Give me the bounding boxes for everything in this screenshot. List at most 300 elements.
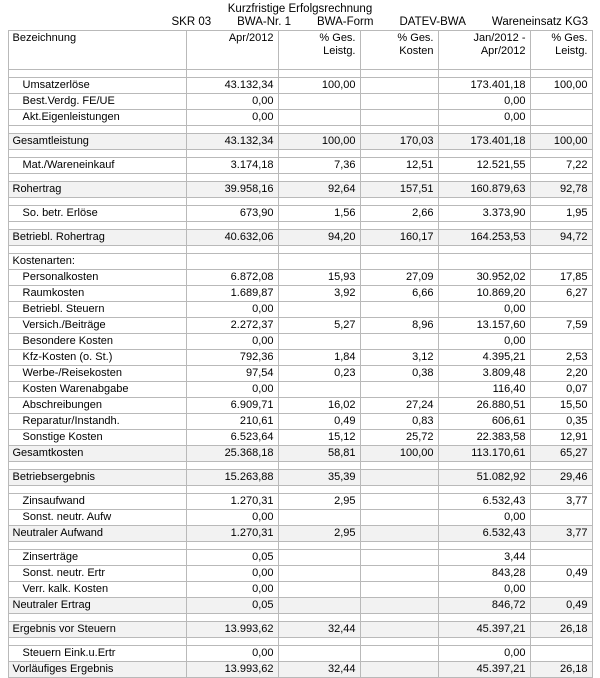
row-label: Besondere Kosten	[8, 334, 186, 350]
table-row[interactable]	[8, 334, 592, 350]
value-pct-leistg-cumulative: 26,18	[530, 622, 592, 638]
value-pct-kosten	[360, 470, 438, 486]
nav-item-bwa-nr[interactable]: BWA-Nr. 1	[237, 16, 292, 28]
column-header-cumulative: Jan/2012 - Apr/2012	[438, 31, 530, 70]
spacer-cell	[278, 614, 360, 622]
table-spacer-row	[8, 462, 592, 470]
value-pct-kosten: 12,51	[360, 158, 438, 174]
spacer-cell	[8, 486, 186, 494]
value-month: 0,05	[186, 550, 278, 566]
spacer-cell	[530, 174, 592, 182]
value-cumulative: 22.383,58	[438, 430, 530, 446]
value-pct-leistg-month: 5,27	[278, 318, 360, 334]
value-cumulative: 6.532,43	[438, 494, 530, 510]
row-label: Rohertrag	[8, 182, 186, 198]
table-row[interactable]	[8, 110, 592, 126]
page-title: Kurzfristige Erfolgsrechnung	[227, 3, 373, 15]
value-pct-leistg-cumulative: 7,22	[530, 158, 592, 174]
value-month: 43.132,34	[186, 134, 278, 150]
value-pct-leistg-cumulative: 12,91	[530, 430, 592, 446]
value-pct-kosten	[360, 78, 438, 94]
spacer-cell	[278, 126, 360, 134]
table-row[interactable]	[8, 510, 592, 526]
table-spacer-row	[8, 246, 592, 254]
table-row[interactable]	[8, 470, 592, 486]
value-cumulative: 116,40	[438, 382, 530, 398]
row-label: Neutraler Aufwand	[8, 526, 186, 542]
table-spacer-row	[8, 174, 592, 182]
value-pct-leistg-cumulative	[530, 334, 592, 350]
value-pct-leistg-month: 100,00	[278, 78, 360, 94]
value-pct-leistg-month: 3,92	[278, 286, 360, 302]
spacer-cell	[360, 614, 438, 622]
value-cumulative: 0,00	[438, 302, 530, 318]
value-pct-kosten: 157,51	[360, 182, 438, 198]
spacer-cell	[8, 150, 186, 158]
spacer-cell	[360, 486, 438, 494]
row-label: Zinserträge	[8, 550, 186, 566]
value-pct-leistg-month	[278, 550, 360, 566]
row-label: Vorläufiges Ergebnis	[8, 662, 186, 678]
value-pct-leistg-month: 2,95	[278, 526, 360, 542]
column-header-pct-gesleistg-cumulative: % Ges. Leistg.	[530, 31, 592, 70]
row-label: Zinsaufwand	[8, 494, 186, 510]
value-pct-kosten: 27,09	[360, 270, 438, 286]
table-row[interactable]	[8, 254, 592, 270]
value-pct-leistg-month: 1,84	[278, 350, 360, 366]
value-cumulative: 0,00	[438, 646, 530, 662]
nav-item-wareneinsatz[interactable]: Wareneinsatz KG3	[491, 16, 588, 28]
value-pct-leistg-cumulative: 1,95	[530, 206, 592, 222]
value-month: 1.689,87	[186, 286, 278, 302]
value-pct-kosten: 160,17	[360, 230, 438, 246]
value-cumulative: 26.880,51	[438, 398, 530, 414]
value-cumulative: 10.869,20	[438, 286, 530, 302]
value-month: 210,61	[186, 414, 278, 430]
value-pct-kosten	[360, 582, 438, 598]
value-pct-leistg-month: 1,56	[278, 206, 360, 222]
table-spacer-row	[8, 150, 592, 158]
value-pct-leistg-month: 15,12	[278, 430, 360, 446]
row-label: Neutraler Ertrag	[8, 598, 186, 614]
table-row[interactable]	[8, 94, 592, 110]
row-label: Sonst. neutr. Aufw	[8, 510, 186, 526]
spacer-cell	[360, 246, 438, 254]
value-cumulative: 606,61	[438, 414, 530, 430]
value-cumulative: 13.157,60	[438, 318, 530, 334]
spacer-cell	[530, 246, 592, 254]
table-row[interactable]	[8, 302, 592, 318]
value-pct-leistg-cumulative: 65,27	[530, 446, 592, 462]
row-label: So. betr. Erlöse	[8, 206, 186, 222]
value-pct-leistg-cumulative	[530, 550, 592, 566]
spacer-cell	[530, 542, 592, 550]
spacer-cell	[278, 542, 360, 550]
spacer-cell	[360, 222, 438, 230]
value-pct-kosten	[360, 510, 438, 526]
row-label: Betriebsergebnis	[8, 470, 186, 486]
spacer-cell	[530, 198, 592, 206]
value-month: 0,05	[186, 598, 278, 614]
value-pct-leistg-month	[278, 254, 360, 270]
spacer-cell	[186, 70, 278, 78]
value-month: 13.993,62	[186, 662, 278, 678]
value-pct-leistg-month: 15,93	[278, 270, 360, 286]
table-row[interactable]	[8, 550, 592, 566]
spacer-cell	[186, 246, 278, 254]
table-row[interactable]	[8, 622, 592, 638]
value-month: 6.909,71	[186, 398, 278, 414]
table-spacer-row	[8, 198, 592, 206]
table-spacer-row	[8, 222, 592, 230]
row-label: Personalkosten	[8, 270, 186, 286]
value-month: 25.368,18	[186, 446, 278, 462]
value-pct-kosten	[360, 550, 438, 566]
nav-item-datev-bwa[interactable]: DATEV-BWA	[399, 16, 466, 28]
value-month: 0,00	[186, 566, 278, 582]
table-row[interactable]	[8, 398, 592, 414]
value-cumulative	[438, 254, 530, 270]
value-cumulative: 3,44	[438, 550, 530, 566]
table-row[interactable]	[8, 430, 592, 446]
value-cumulative: 4.395,21	[438, 350, 530, 366]
value-month: 0,00	[186, 582, 278, 598]
value-pct-kosten	[360, 302, 438, 318]
table-row[interactable]	[8, 598, 592, 614]
value-pct-leistg-cumulative: 6,27	[530, 286, 592, 302]
value-pct-leistg-cumulative	[530, 510, 592, 526]
spacer-cell	[8, 614, 186, 622]
value-month: 40.632,06	[186, 230, 278, 246]
spacer-cell	[360, 126, 438, 134]
table-row[interactable]	[8, 494, 592, 510]
value-pct-kosten	[360, 254, 438, 270]
nav-item-skr[interactable]: SKR 03	[171, 16, 212, 28]
spacer-cell	[530, 70, 592, 78]
spacer-cell	[530, 614, 592, 622]
table-row[interactable]	[8, 182, 592, 198]
table-spacer-row	[8, 486, 592, 494]
value-cumulative: 45.397,21	[438, 662, 530, 678]
spacer-cell	[530, 638, 592, 646]
spacer-cell	[186, 638, 278, 646]
value-pct-leistg-month	[278, 110, 360, 126]
value-cumulative: 3.809,48	[438, 366, 530, 382]
row-label: Gesamtkosten	[8, 446, 186, 462]
table-row[interactable]	[8, 206, 592, 222]
value-pct-leistg-cumulative: 2,53	[530, 350, 592, 366]
value-month: 0,00	[186, 110, 278, 126]
spacer-cell	[360, 638, 438, 646]
value-pct-leistg-cumulative: 7,59	[530, 318, 592, 334]
table-row[interactable]	[8, 646, 592, 662]
row-label: Betriebl. Rohertrag	[8, 230, 186, 246]
value-pct-kosten: 170,03	[360, 134, 438, 150]
spacer-cell	[186, 462, 278, 470]
row-label: Reparatur/Instandh.	[8, 414, 186, 430]
spacer-cell	[438, 614, 530, 622]
spacer-cell	[186, 198, 278, 206]
value-pct-leistg-month	[278, 582, 360, 598]
value-pct-leistg-cumulative: 3,77	[530, 494, 592, 510]
value-cumulative: 3.373,90	[438, 206, 530, 222]
value-pct-leistg-month: 0,49	[278, 414, 360, 430]
value-cumulative: 0,00	[438, 110, 530, 126]
value-pct-leistg-month	[278, 510, 360, 526]
spacer-cell	[8, 246, 186, 254]
row-label: Betriebl. Steuern	[8, 302, 186, 318]
spacer-cell	[278, 174, 360, 182]
value-pct-leistg-month: 0,23	[278, 366, 360, 382]
value-pct-leistg-month: 32,44	[278, 662, 360, 678]
spacer-cell	[8, 126, 186, 134]
row-label: Kostenarten:	[8, 254, 186, 270]
value-pct-leistg-month: 2,95	[278, 494, 360, 510]
value-cumulative: 173.401,18	[438, 78, 530, 94]
value-pct-leistg-cumulative: 0,35	[530, 414, 592, 430]
spacer-cell	[8, 198, 186, 206]
spacer-cell	[530, 222, 592, 230]
value-pct-kosten	[360, 662, 438, 678]
row-label: Steuern Eink.u.Ertr	[8, 646, 186, 662]
bwa-table	[8, 30, 593, 678]
value-pct-leistg-month	[278, 302, 360, 318]
value-pct-kosten	[360, 566, 438, 582]
value-cumulative: 0,00	[438, 582, 530, 598]
value-month: 792,36	[186, 350, 278, 366]
spacer-cell	[360, 150, 438, 158]
spacer-cell	[360, 70, 438, 78]
row-label: Sonstige Kosten	[8, 430, 186, 446]
row-label: Sonst. neutr. Ertr	[8, 566, 186, 582]
value-pct-leistg-month	[278, 94, 360, 110]
nav-item-bwa-form[interactable]: BWA-Form	[317, 16, 374, 28]
value-pct-leistg-cumulative	[530, 110, 592, 126]
spacer-cell	[8, 542, 186, 550]
table-row[interactable]	[8, 134, 592, 150]
row-label: Kosten Warenabgabe	[8, 382, 186, 398]
value-pct-leistg-cumulative: 100,00	[530, 78, 592, 94]
value-month: 0,00	[186, 94, 278, 110]
spacer-cell	[278, 70, 360, 78]
spacer-cell	[278, 486, 360, 494]
value-pct-kosten: 27,24	[360, 398, 438, 414]
value-cumulative: 0,00	[438, 94, 530, 110]
value-pct-leistg-cumulative: 0,49	[530, 598, 592, 614]
value-cumulative: 113.170,61	[438, 446, 530, 462]
spacer-cell	[360, 174, 438, 182]
value-pct-kosten	[360, 526, 438, 542]
spacer-cell	[360, 198, 438, 206]
value-pct-leistg-month: 16,02	[278, 398, 360, 414]
spacer-cell	[530, 462, 592, 470]
row-label: Umsatzerlöse	[8, 78, 186, 94]
value-month: 673,90	[186, 206, 278, 222]
value-pct-leistg-month	[278, 598, 360, 614]
value-month: 6.523,64	[186, 430, 278, 446]
value-month: 39.958,16	[186, 182, 278, 198]
value-month: 43.132,34	[186, 78, 278, 94]
value-pct-kosten	[360, 598, 438, 614]
table-row[interactable]	[8, 158, 592, 174]
spacer-cell	[8, 174, 186, 182]
table-row[interactable]	[8, 318, 592, 334]
spacer-cell	[278, 222, 360, 230]
value-month: 0,00	[186, 302, 278, 318]
value-pct-kosten	[360, 494, 438, 510]
table-row[interactable]	[8, 566, 592, 582]
value-pct-leistg-month: 32,44	[278, 622, 360, 638]
table-header	[8, 31, 592, 70]
value-pct-kosten: 100,00	[360, 446, 438, 462]
value-pct-kosten	[360, 646, 438, 662]
value-pct-leistg-cumulative: 26,18	[530, 662, 592, 678]
value-cumulative: 51.082,92	[438, 470, 530, 486]
value-month: 1.270,31	[186, 494, 278, 510]
table-row[interactable]	[8, 662, 592, 678]
spacer-cell	[438, 70, 530, 78]
value-pct-leistg-month	[278, 334, 360, 350]
value-pct-leistg-month	[278, 382, 360, 398]
value-cumulative: 846,72	[438, 598, 530, 614]
value-pct-leistg-cumulative	[530, 646, 592, 662]
value-cumulative: 6.532,43	[438, 526, 530, 542]
value-pct-leistg-cumulative	[530, 582, 592, 598]
value-month: 15.263,88	[186, 470, 278, 486]
value-pct-leistg-month: 100,00	[278, 134, 360, 150]
table-row[interactable]	[8, 270, 592, 286]
row-label: Akt.Eigenleistungen	[8, 110, 186, 126]
value-pct-leistg-cumulative: 17,85	[530, 270, 592, 286]
row-label: Werbe-/Reisekosten	[8, 366, 186, 382]
value-pct-leistg-cumulative: 0,49	[530, 566, 592, 582]
value-cumulative: 12.521,55	[438, 158, 530, 174]
spacer-cell	[438, 174, 530, 182]
table-row[interactable]	[8, 446, 592, 462]
value-month: 0,00	[186, 334, 278, 350]
spacer-cell	[278, 638, 360, 646]
column-header-bezeichnung: Bezeichnung	[8, 31, 186, 70]
value-pct-leistg-cumulative: 2,20	[530, 366, 592, 382]
spacer-cell	[530, 486, 592, 494]
value-pct-leistg-cumulative: 0,07	[530, 382, 592, 398]
value-cumulative: 30.952,02	[438, 270, 530, 286]
table-spacer-row	[8, 638, 592, 646]
spacer-cell	[8, 222, 186, 230]
value-pct-kosten: 0,83	[360, 414, 438, 430]
spacer-cell	[438, 126, 530, 134]
spacer-cell	[8, 638, 186, 646]
row-label: Kfz-Kosten (o. St.)	[8, 350, 186, 366]
value-pct-leistg-month: 92,64	[278, 182, 360, 198]
table-row[interactable]	[8, 366, 592, 382]
value-pct-leistg-cumulative	[530, 94, 592, 110]
value-pct-kosten	[360, 110, 438, 126]
table-spacer-row	[8, 70, 592, 78]
spacer-cell	[186, 126, 278, 134]
row-label: Best.Verdg. FE/UE	[8, 94, 186, 110]
value-month: 0,00	[186, 646, 278, 662]
spacer-cell	[278, 246, 360, 254]
value-month	[186, 254, 278, 270]
value-cumulative: 164.253,53	[438, 230, 530, 246]
spacer-cell	[438, 246, 530, 254]
value-cumulative: 45.397,21	[438, 622, 530, 638]
column-header-pct-gesleistg-month: % Ges. Leistg.	[278, 31, 360, 70]
table-row[interactable]	[8, 526, 592, 542]
table-row[interactable]	[8, 414, 592, 430]
table-row[interactable]	[8, 230, 592, 246]
spacer-cell	[438, 198, 530, 206]
row-label: Raumkosten	[8, 286, 186, 302]
spacer-cell	[438, 462, 530, 470]
spacer-cell	[278, 150, 360, 158]
spacer-cell	[438, 486, 530, 494]
spacer-cell	[186, 222, 278, 230]
value-month: 1.270,31	[186, 526, 278, 542]
value-pct-leistg-cumulative: 29,46	[530, 470, 592, 486]
value-pct-kosten: 8,96	[360, 318, 438, 334]
value-pct-leistg-cumulative: 92,78	[530, 182, 592, 198]
value-cumulative: 173.401,18	[438, 134, 530, 150]
spacer-cell	[530, 150, 592, 158]
value-pct-leistg-month	[278, 566, 360, 582]
table-row[interactable]	[8, 582, 592, 598]
value-pct-leistg-month: 58,81	[278, 446, 360, 462]
spacer-cell	[438, 150, 530, 158]
value-month: 3.174,18	[186, 158, 278, 174]
value-month: 13.993,62	[186, 622, 278, 638]
row-label: Mat./Wareneinkauf	[8, 158, 186, 174]
row-label: Abschreibungen	[8, 398, 186, 414]
table-row[interactable]	[8, 382, 592, 398]
table-row[interactable]	[8, 286, 592, 302]
column-header-pct-geskosten: % Ges. Kosten	[360, 31, 438, 70]
value-month: 0,00	[186, 382, 278, 398]
spacer-cell	[438, 542, 530, 550]
spacer-cell	[8, 462, 186, 470]
table-row[interactable]	[8, 350, 592, 366]
value-pct-leistg-month	[278, 646, 360, 662]
report-toolbar	[0, 16, 600, 30]
value-pct-kosten: 3,12	[360, 350, 438, 366]
table-spacer-row	[8, 126, 592, 134]
spacer-cell	[186, 614, 278, 622]
spacer-cell	[186, 150, 278, 158]
table-row[interactable]	[8, 78, 592, 94]
row-label: Ergebnis vor Steuern	[8, 622, 186, 638]
value-month: 97,54	[186, 366, 278, 382]
value-pct-leistg-cumulative: 3,77	[530, 526, 592, 542]
value-pct-leistg-month: 35,39	[278, 470, 360, 486]
table-spacer-row	[8, 542, 592, 550]
column-header-month: Apr/2012	[186, 31, 278, 70]
value-pct-kosten	[360, 622, 438, 638]
value-pct-leistg-cumulative: 100,00	[530, 134, 592, 150]
value-month: 2.272,37	[186, 318, 278, 334]
spacer-cell	[530, 126, 592, 134]
spacer-cell	[278, 198, 360, 206]
value-month: 6.872,08	[186, 270, 278, 286]
value-pct-kosten: 0,38	[360, 366, 438, 382]
value-pct-leistg-cumulative: 94,72	[530, 230, 592, 246]
value-pct-leistg-month: 7,36	[278, 158, 360, 174]
value-pct-kosten: 2,66	[360, 206, 438, 222]
value-pct-leistg-cumulative: 15,50	[530, 398, 592, 414]
value-pct-leistg-month: 94,20	[278, 230, 360, 246]
value-pct-kosten: 6,66	[360, 286, 438, 302]
spacer-cell	[438, 222, 530, 230]
